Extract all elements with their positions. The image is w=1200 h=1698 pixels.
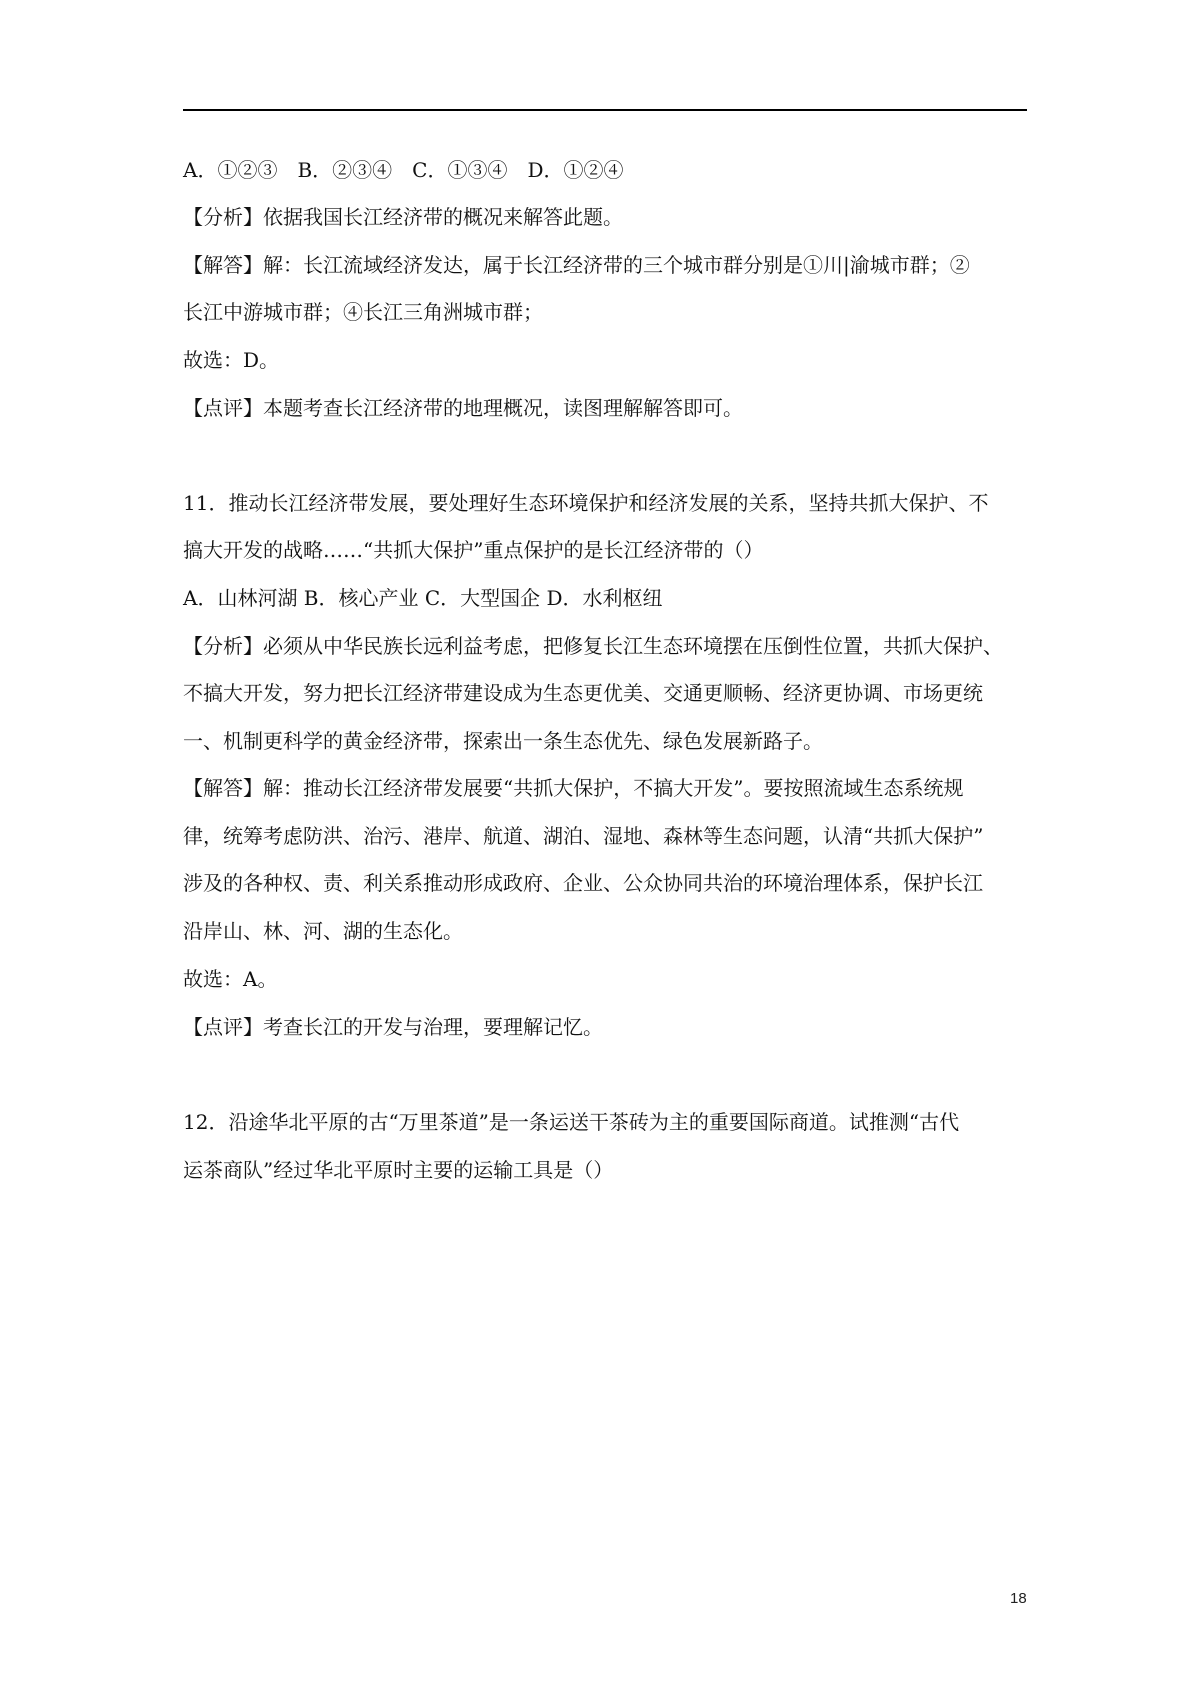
q11-analysis-line-3: 一、机制更科学的黄金经济带，探索出一条生态优先、绿色发展新路子。 [183, 729, 823, 753]
q11-answer-line-3: 涉及的各种权、责、利关系推动形成政府、企业、公众协同共治的环境治理体系，保护长江 [183, 871, 983, 895]
q10-answer-line-2: 长江中游城市群；④长江三角洲城市群； [183, 300, 543, 324]
q10-comment: 【点评】本题考查长江经济带的地理概况，读图理解解答即可。 [183, 396, 743, 420]
q11-question-line-2: 搞大开发的战略……“共抓大保护”重点保护的是长江经济带的（） [183, 538, 764, 562]
q11-analysis-line-2: 不搞大开发，努力把长江经济带建设成为生态更优美、交通更顺畅、经济更协调、市场更统 [183, 681, 983, 705]
q10-analysis: 【分析】依据我国长江经济带的概况来解答此题。 [183, 205, 623, 229]
q11-options: A．山林河湖 B．核心产业 C．大型国企 D．水利枢纽 [183, 586, 663, 610]
q11-answer-line-4: 沿岸山、林、河、湖的生态化。 [183, 919, 463, 943]
q12-question-line-1: 12．沿途华北平原的古“万里茶道”是一条运送干茶砖为主的重要国际商道。试推测“古代 [183, 1110, 960, 1134]
q11-analysis-line-1: 【分析】必须从中华民族长远利益考虑，把修复长江生态环境摆在压倒性位置，共抓大保护、 [183, 634, 1003, 658]
q11-question-line-1: 11．推动长江经济带发展，要处理好生态环境保护和经济发展的关系，坚持共抓大保护、不 [183, 491, 989, 515]
header-rule [183, 109, 1027, 111]
q11-choice: 故选：A。 [183, 967, 278, 991]
page-number: 18 [1010, 1590, 1027, 1607]
q10-answer-line-1: 【解答】解：长江流域经济发达，属于长江经济带的三个城市群分别是①川|渝城市群；② [183, 253, 970, 277]
q11-comment: 【点评】考查长江的开发与治理，要理解记忆。 [183, 1015, 603, 1039]
q12-question-line-2: 运茶商队”经过华北平原时主要的运输工具是（） [183, 1158, 614, 1182]
q11-answer-line-1: 【解答】解：推动长江经济带发展要“共抓大保护，不搞大开发”。要按照流域生态系统规 [183, 776, 964, 800]
q10-options: A．①②③ B．②③④ C．①③④ D．①②④ [183, 158, 624, 182]
q10-choice: 故选：D。 [183, 348, 280, 372]
q11-answer-line-2: 律，统筹考虑防洪、治污、港岸、航道、湖泊、湿地、森林等生态问题，认清“共抓大保护” [183, 824, 984, 848]
